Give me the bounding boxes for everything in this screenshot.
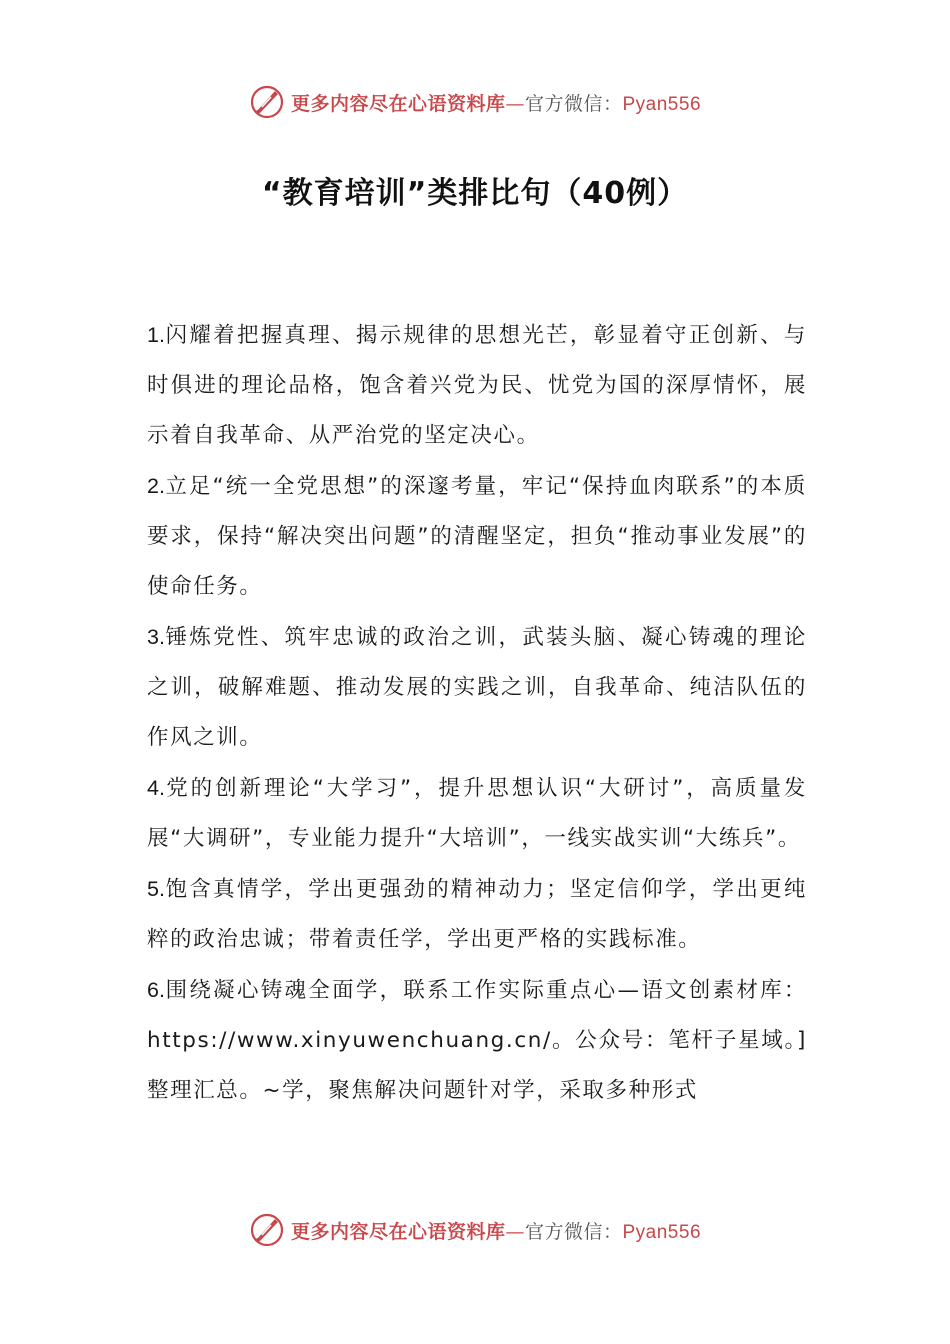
list-item: 5.饱含真情学，学出更强劲的精神动力；坚定信仰学，学出更纯粹的政治忠诚；带着责任学，学出更严格的实践标准。 bbox=[147, 877, 807, 952]
list-item: 4.党的创新理论“大学习”，提升思想认识“大研讨”，高质量发展“大调研”，专业能力提升“大培训”，一线实战实训“大练兵”。 bbox=[147, 776, 807, 851]
quill-logo-icon bbox=[249, 1212, 285, 1248]
header-banner-text: 更多内容尽在心语资料库—官方微信：Pyan556 bbox=[290, 92, 702, 115]
header-banner bbox=[0, 82, 950, 122]
quill-logo-icon bbox=[249, 84, 285, 120]
page-title: “教育培训”类排比句（40例） bbox=[261, 176, 689, 211]
list-item: 6.围绕凝心铸魂全面学，联系工作实际重点心—语文创素材库：https://www.xinyuwenchuang.cn/。公众号：笔杆子星域。]整理汇总。~学，聚焦解决问题针对学，采取多种形式 bbox=[147, 978, 807, 1103]
footer-banner bbox=[0, 1210, 950, 1250]
document-body bbox=[147, 310, 807, 1116]
list-item: 1.闪耀着把握真理、揭示规律的思想光芒，彰显着守正创新、与时俱进的理论品格，饱含着兴党为民、忧党为国的深厚情怀，展示着自我革命、从严治党的坚定决心。 bbox=[147, 323, 807, 448]
list-item: 2.立足“统一全党思想”的深邃考量，牢记“保持血肉联系”的本质要求，保持“解决突出问题”的清醒坚定，担负“推动事业发展”的使命任务。 bbox=[147, 474, 807, 599]
list-item: 3.锤炼党性、筑牢忠诚的政治之训，武装头脑、凝心铸魂的理论之训，破解难题、推动发展的实践之训，自我革命、纯洁队伍的作风之训。 bbox=[147, 625, 807, 750]
footer-banner-text: 更多内容尽在心语资料库—官方微信：Pyan556 bbox=[290, 1220, 702, 1243]
